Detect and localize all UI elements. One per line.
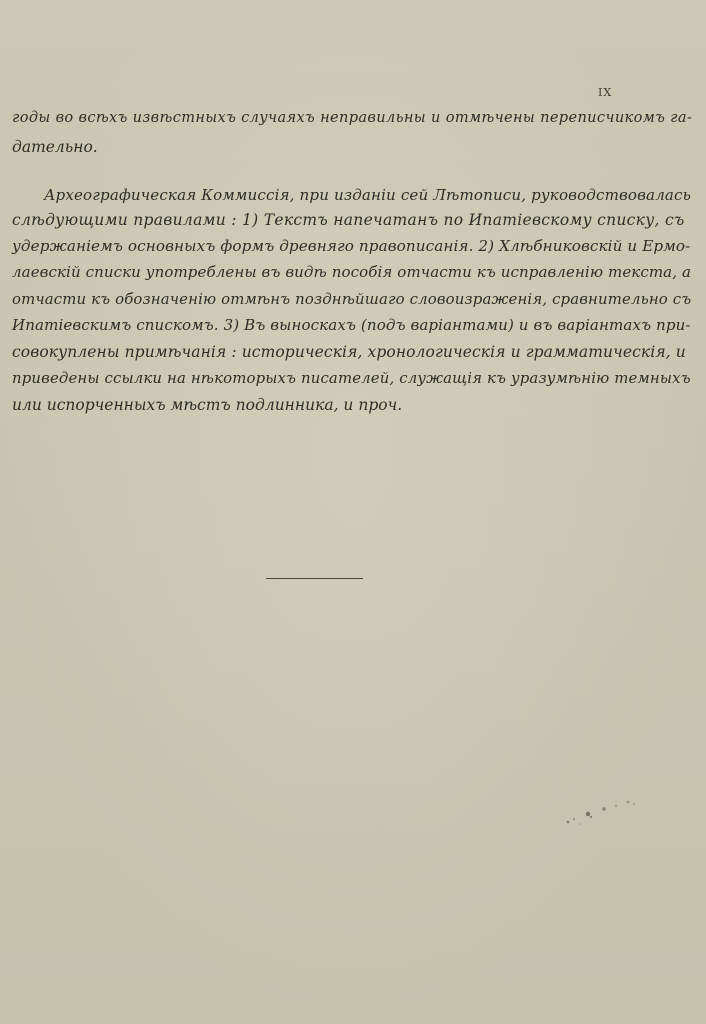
ink-stain-mark — [558, 794, 648, 834]
paragraph2-line-4: лаевскій списки употреблены въ видѣ пособія отчасти къ исправленію текста, а — [12, 263, 691, 281]
paragraph2-line-5: отчасти къ обозначенію отмѣнъ позднѣйшаго словоизраженія, сравнительно съ — [12, 290, 692, 308]
paragraph2-line-2: слѣдующими правилами : 1) Текстъ напечатанъ по Ипатіевскому списку, съ — [12, 211, 685, 229]
section-divider — [266, 578, 363, 579]
page-number: IX — [598, 86, 613, 99]
paragraph2-line-3: удержаніемъ основныхъ формъ древняго правописанія. 2) Хлѣбниковскій и Ермо- — [12, 237, 691, 255]
paragraph2-line-6: Ипатіевскимъ спискомъ. 3) Въ выноскахъ (подъ варіантами) и въ варіантахъ при- — [12, 316, 691, 334]
paragraph1-line-2: дательно. — [12, 138, 98, 156]
paragraph2-line-8: приведены ссылки на нѣкоторыхъ писателей, служащія къ уразумѣнію темныхъ — [12, 369, 691, 387]
paragraph2-line-1: Археографическая Коммиссія, при изданіи сей Лѣтописи, руководствовалась — [44, 186, 691, 204]
paragraph2-line-9: или испорченныхъ мѣстъ подлинника, и проч. — [12, 396, 403, 414]
paragraph2-line-7: совокуплены примѣчанія : историческія, хронологическія и грамматическія, и — [12, 343, 686, 361]
paragraph1-line-1: годы во всѣхъ извѣстныхъ случаяхъ неправильны и отмѣчены переписчикомъ га- — [12, 109, 693, 126]
